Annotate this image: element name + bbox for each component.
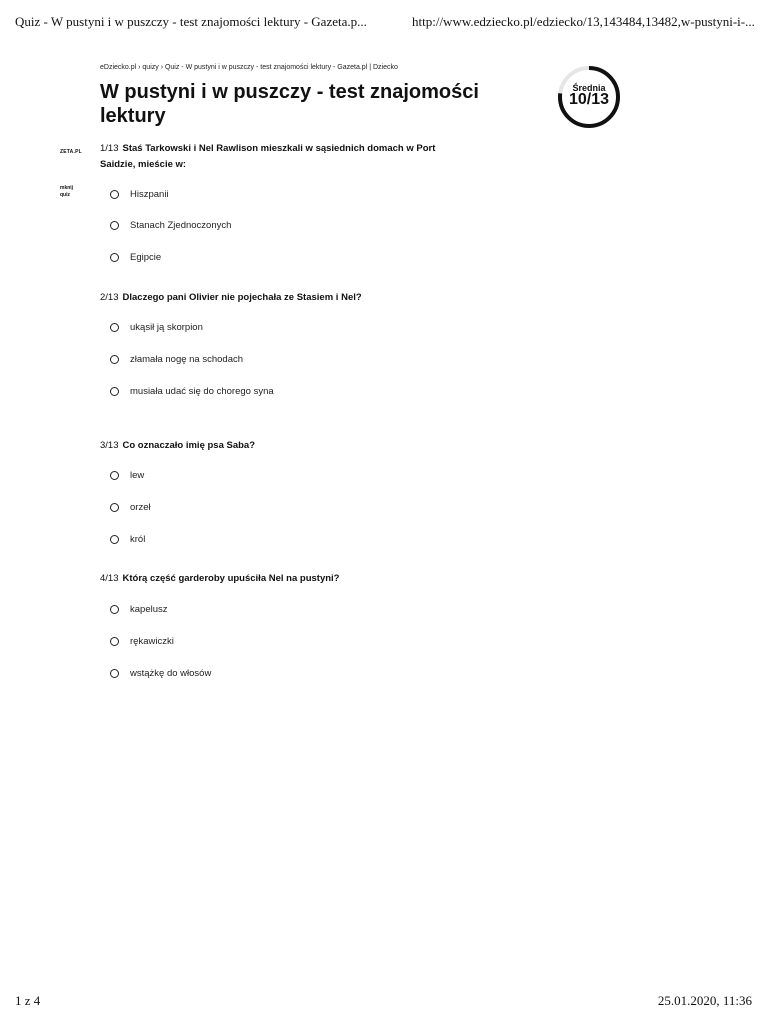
answer-option[interactable] [110,468,144,482]
question-number: 2/13 [100,292,119,303]
gazeta-logo[interactable]: ZETA.PL [60,149,82,155]
radio-button[interactable] [110,387,119,396]
breadcrumb[interactable]: eDziecko.pl › quizy › Quiz - W pustyni i w puszczy - test znajomości lektury - Gazeta.pl | Dziecko [100,64,398,71]
score-label: Średnia [572,83,606,93]
question-text [100,290,460,306]
score-value: 10/13 [568,91,610,108]
radio-button[interactable] [110,535,119,544]
radio-button[interactable] [110,669,119,678]
question-number: 3/13 [100,440,119,451]
answer-option[interactable] [110,320,203,334]
question-4 [100,571,460,679]
close-quiz-line1: mknij [60,185,74,191]
answer-option[interactable] [110,532,145,546]
answer-option[interactable] [110,218,231,232]
radio-button[interactable] [110,190,119,199]
radio-button[interactable] [110,471,119,480]
question-1 [100,141,460,263]
question-body: Staś Tarkowski i Nel Rawlison mieszkali w sąsiednich domach w Port Saidzie, mieście w: [100,143,436,170]
radio-button[interactable] [110,605,119,614]
average-score-widget [557,65,621,129]
print-page-url: http://www.edziecko.pl/edziecko/13,143484,13482,w-pustyni-i-... [412,14,755,29]
answer-label[interactable]: rękawiczki [130,635,174,647]
question-body: Dlaczego pani Olivier nie pojechała ze Stasiem i Nel? [122,292,362,303]
answer-label[interactable]: musiała udać się do chorego syna [130,385,274,397]
answer-option[interactable] [110,250,161,264]
radio-button[interactable] [110,503,119,512]
radio-button[interactable] [110,323,119,332]
close-quiz-line2: quiz [60,192,70,198]
answer-option[interactable] [110,602,168,616]
print-page-number: 1 z 4 [15,993,41,1008]
answer-label[interactable]: wstążkę do włosów [130,667,212,679]
answer-label[interactable]: kapelusz [130,603,168,615]
answer-label[interactable]: ukąsił ją skorpion [130,321,203,333]
question-body: Którą część garderoby upuściła Nel na pustyni? [122,573,340,584]
answer-option[interactable] [110,352,243,366]
print-datetime: 25.01.2020, 11:36 [657,993,752,1008]
answer-label[interactable]: Hiszpanii [130,188,169,200]
radio-button[interactable] [110,355,119,364]
answer-label[interactable]: król [130,533,146,545]
radio-button[interactable] [110,221,119,230]
answer-label[interactable]: Stanach Zjednoczonych [130,219,232,231]
question-number: 4/13 [100,573,119,584]
answer-option[interactable] [110,187,169,201]
answer-option[interactable] [110,384,274,398]
question-3 [100,438,460,545]
question-body: Co oznaczało imię psa Saba? [122,440,256,451]
answer-option[interactable] [110,500,151,514]
question-2 [100,290,460,397]
answer-label[interactable]: orzeł [130,501,151,513]
question-text [100,141,460,173]
close-quiz-link[interactable] [60,185,90,199]
question-text [100,571,460,587]
page-title: W pustyni i w puszczy - test znajomości lektury [100,81,479,127]
question-text [100,438,460,454]
print-page-title: Quiz - W pustyni i w puszczy - test znajomości lektury - Gazeta.p... [15,14,367,29]
answer-option[interactable] [110,666,211,680]
answer-option[interactable] [110,634,174,648]
answer-label[interactable]: lew [130,469,145,481]
question-number: 1/13 [100,143,119,154]
radio-button[interactable] [110,637,119,646]
answer-label[interactable]: Egipcie [130,251,162,263]
radio-button[interactable] [110,253,119,262]
answer-label[interactable]: złamała nogę na schodach [130,353,244,365]
